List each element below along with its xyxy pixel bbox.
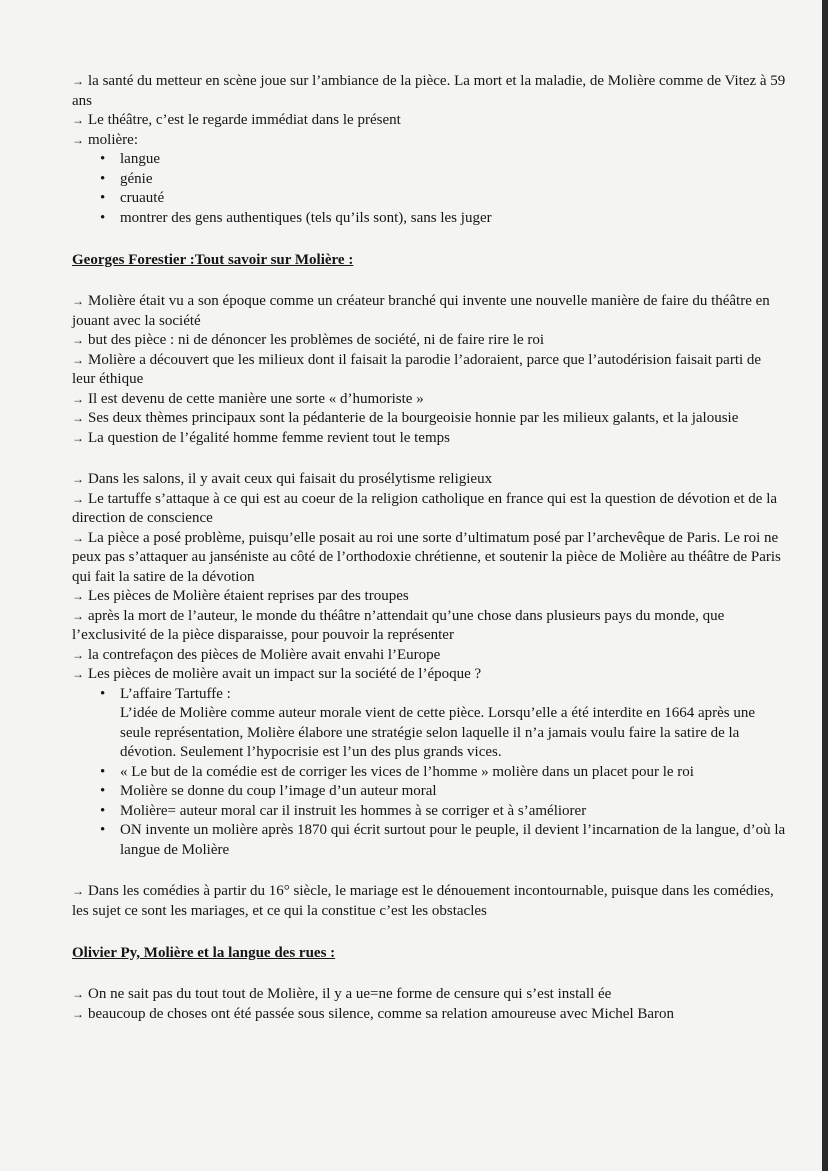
forestier-line: → Les pièces de Molière étaient reprises par des troupes (72, 587, 788, 607)
list-item-body: L’idée de Molière comme auteur morale vient de cette pièce. Lorsqu’elle a été interdite en 1664 après une seule représentation, Molière élabore une stratégie selon laquelle il n’a jamais voulu faire la satire de la dévotion. Seulement l’hypocrisie est l’un des plus grands vices. (120, 705, 756, 760)
forestier-line: → Dans les comédies à partir du 16° siècle, le mariage est le dénouement incontournable, puisque dans les comédies, les sujet ce sont les mariages, et ce qui la constitue c’est les obstacles (72, 883, 774, 919)
forestier-line: → Molière a découvert que les milieux dont il faisait la parodie l’adoraient, parce que l’autodérision faisait parti de leur éthique (72, 351, 762, 387)
arrow-icon: → (72, 352, 84, 367)
forestier-line: → Le tartuffe s’attaque à ce qui est au coeur de la religion catholique en france qui est la question de dévotion et de la direction de conscience (72, 490, 778, 526)
forestier-line: → Il est devenu de cette manière une sorte « d’humoriste » (72, 390, 788, 410)
forestier-line: → Dans les salons, il y avait ceux qui faisait du prosélytisme religieux (72, 470, 788, 490)
arrow-icon: → (72, 430, 84, 445)
forestier-line: → après la mort de l’auteur, le monde du théâtre n’attendait qu’une chose dans plusieurs pays du monde, que l’exclusivité de la pièce disparaisse, pour pouvoir la représenter (72, 607, 725, 643)
intro-line-1: → la santé du metteur en scène joue sur l’ambiance de la pièce. La mort et la maladie, de Molière comme de Vitez à 59 ans (72, 73, 786, 109)
forestier-line: → but des pièce : ni de dénoncer les problèmes de société, ni de faire rire le roi (72, 331, 788, 351)
list-item: • Molière= auteur moral car il instruit les hommes à se corriger et à s’améliorer (72, 802, 788, 822)
arrow-icon: → (72, 1006, 84, 1021)
arrow-icon: → (72, 608, 84, 623)
list-item-head: • L’affaire Tartuffe : (120, 685, 231, 702)
list-item: • génie (72, 170, 788, 190)
py-line: → On ne sait pas du tout tout de Molière, il y a ue=ne forme de censure qui s’est install ée (72, 985, 788, 1005)
forestier-line: → la contrefaçon des pièces de Molière avait envahi l’Europe (72, 646, 788, 666)
py-line: → beaucoup de choses ont été passée sous silence, comme sa relation amoureuse avec Michel Baron (72, 1005, 788, 1025)
forestier-line: → La question de l’égalité homme femme revient tout le temps (72, 429, 788, 449)
impact-list (72, 685, 788, 861)
page-edge-shadow (822, 0, 828, 1171)
list-item: • langue (72, 150, 788, 170)
list-item: • montrer des gens authentiques (tels qu’ils sont), sans les juger (72, 209, 788, 229)
arrow-icon: → (72, 647, 84, 662)
arrow-icon: → (72, 491, 84, 506)
arrow-icon: → (72, 411, 84, 425)
section-title-py: Olivier Py, Molière et la langue des rues : (72, 945, 336, 961)
arrow-icon: → (72, 472, 84, 486)
arrow-icon: → (72, 113, 84, 127)
arrow-icon: → (72, 530, 84, 545)
intro-line-3: → molière: (72, 131, 788, 151)
list-item: • ON invente un molière après 1870 qui écrit surtout pour le peuple, il devient l’incarnation de la langue, d’où la langue de Molière (72, 821, 788, 860)
forestier-line: → La pièce a posé problème, puisqu’elle posait au roi une sorte d’ultimatum posé par l’archevêque de Paris. Le roi ne peux pas s’attaquer au janséniste au côté de l’orthodoxie chrétienne, et soutenir la pièce de Molière au théâtre de Paris qui fait la satire de la dévotion (72, 529, 781, 585)
arrow-icon: → (72, 589, 84, 603)
list-item (72, 685, 788, 763)
section-title-forestier: Georges Forestier :Tout savoir sur Molière : (72, 252, 354, 268)
list-item: • cruauté (72, 189, 788, 209)
arrow-icon: → (72, 391, 84, 406)
arrow-icon: → (72, 74, 84, 88)
forestier-line: → Les pièces de molière avait un impact sur la société de l’époque ? (72, 665, 788, 685)
arrow-icon: → (72, 132, 84, 147)
arrow-icon: → (72, 667, 84, 681)
arrow-icon: → (72, 294, 84, 308)
list-item: • Molière se donne du coup l’image d’un auteur moral (72, 782, 788, 802)
list-item: • « Le but de la comédie est de corriger les vices de l’homme » molière dans un placet pour le roi (72, 763, 788, 783)
moliere-list (72, 150, 788, 228)
intro-line-2: → Le théâtre, c’est le regarde immédiat dans le présent (72, 111, 788, 131)
arrow-icon: → (72, 987, 84, 1001)
forestier-line: → Ses deux thèmes principaux sont la pédanterie de la bourgeoisie honnie par les milieux galants, et la jalousie (72, 409, 788, 429)
arrow-icon: → (72, 884, 84, 898)
forestier-line: → Molière était vu a son époque comme un créateur branché qui invente une nouvelle manière de faire du théâtre en jouant avec la société (72, 293, 770, 329)
arrow-icon: → (72, 333, 84, 347)
